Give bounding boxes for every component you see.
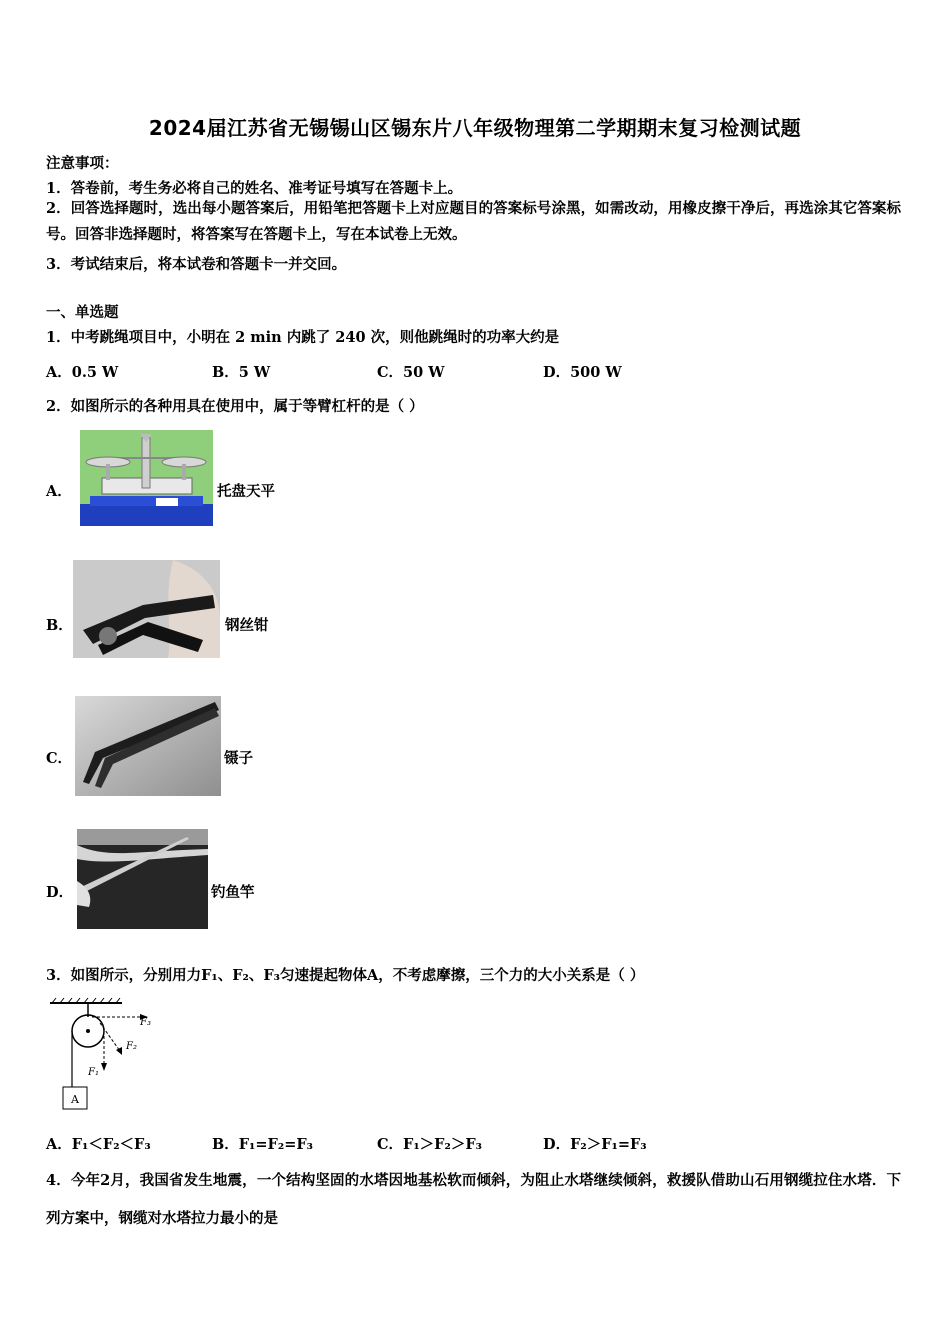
q2-option-b-caption: 钢丝钳 xyxy=(225,617,269,634)
section-heading: 一、单选题 xyxy=(46,304,119,321)
q2-option-a-letter[interactable]: A． xyxy=(46,483,72,500)
q1-option-b[interactable]: B．5 W xyxy=(212,364,271,381)
question-4-stem: 4．今年2月，我国省发生地震，一个结构坚固的水塔因地基松软而倾斜，为阻止水塔继续倾斜，救援队借助山石用钢缆拉住水塔．下列方案中，钢缆对水塔拉力最小的是 xyxy=(46,1172,901,1227)
force-label-f2: F₂ xyxy=(126,1041,137,1052)
fishing-rod-image xyxy=(77,829,208,929)
page-title: 2024届江苏省无锡锡山区锡东片八年级物理第二学期期末复习检测试题 xyxy=(148,116,802,140)
q3-option-a[interactable]: A．F₁＜F₂＜F₃ xyxy=(46,1136,151,1153)
balance-image xyxy=(80,430,213,526)
q2-option-d-letter[interactable]: D． xyxy=(46,884,74,901)
q1-option-a[interactable]: A．0.5 W xyxy=(46,364,119,381)
note-item-3: 3．考试结束后，将本试卷和答题卡一并交回。 xyxy=(46,256,347,273)
question-2-stem: 2．如图所示的各种用具在使用中，属于等臂杠杆的是（ ） xyxy=(46,398,424,415)
question-3-stem: 3．如图所示，分别用力F₁、F₂、F₃匀速提起物体A，不考虑摩擦，三个力的大小关系是（ ） xyxy=(46,967,645,984)
question-1-stem: 1．中考跳绳项目中，小明在 2 min 内跳了 240 次，则他跳绳时的功率大约是 xyxy=(46,329,560,346)
q2-option-c-caption: 镊子 xyxy=(224,750,253,767)
q1-option-d[interactable]: D．500 W xyxy=(543,364,622,381)
pulley-block-label: A xyxy=(71,1093,79,1106)
tweezers-image xyxy=(75,696,221,796)
note-item-1: 1．答卷前，考生务必将自己的姓名、准考证号填写在答题卡上。 xyxy=(46,180,463,197)
q2-option-d-caption: 钓鱼竿 xyxy=(211,884,255,901)
pliers-image xyxy=(73,560,220,658)
q2-option-b-letter[interactable]: B． xyxy=(46,617,73,634)
q3-option-b[interactable]: B．F₁=F₂=F₃ xyxy=(212,1136,313,1153)
pulley-diagram xyxy=(46,995,158,1113)
q2-option-a-caption: 托盘天平 xyxy=(217,483,275,500)
q1-option-c[interactable]: C．50 W xyxy=(377,364,445,381)
notes-heading: 注意事项： xyxy=(46,155,119,172)
force-label-f1: F₁ xyxy=(88,1067,99,1078)
q3-option-d[interactable]: D．F₂＞F₁=F₃ xyxy=(543,1136,647,1153)
note-item-2: 2．回答选择题时，选出每小题答案后，用铅笔把答题卡上对应题目的答案标号涂黑，如需改动，用橡皮擦干净后，再选涂其它答案标号。回答非选择题时，将答案写在答题卡上，写在本试卷上无效。 xyxy=(46,200,901,243)
q2-option-c-letter[interactable]: C． xyxy=(46,750,73,767)
force-label-f3: F₃ xyxy=(140,1017,151,1028)
q3-option-c[interactable]: C．F₁＞F₂＞F₃ xyxy=(377,1136,482,1153)
